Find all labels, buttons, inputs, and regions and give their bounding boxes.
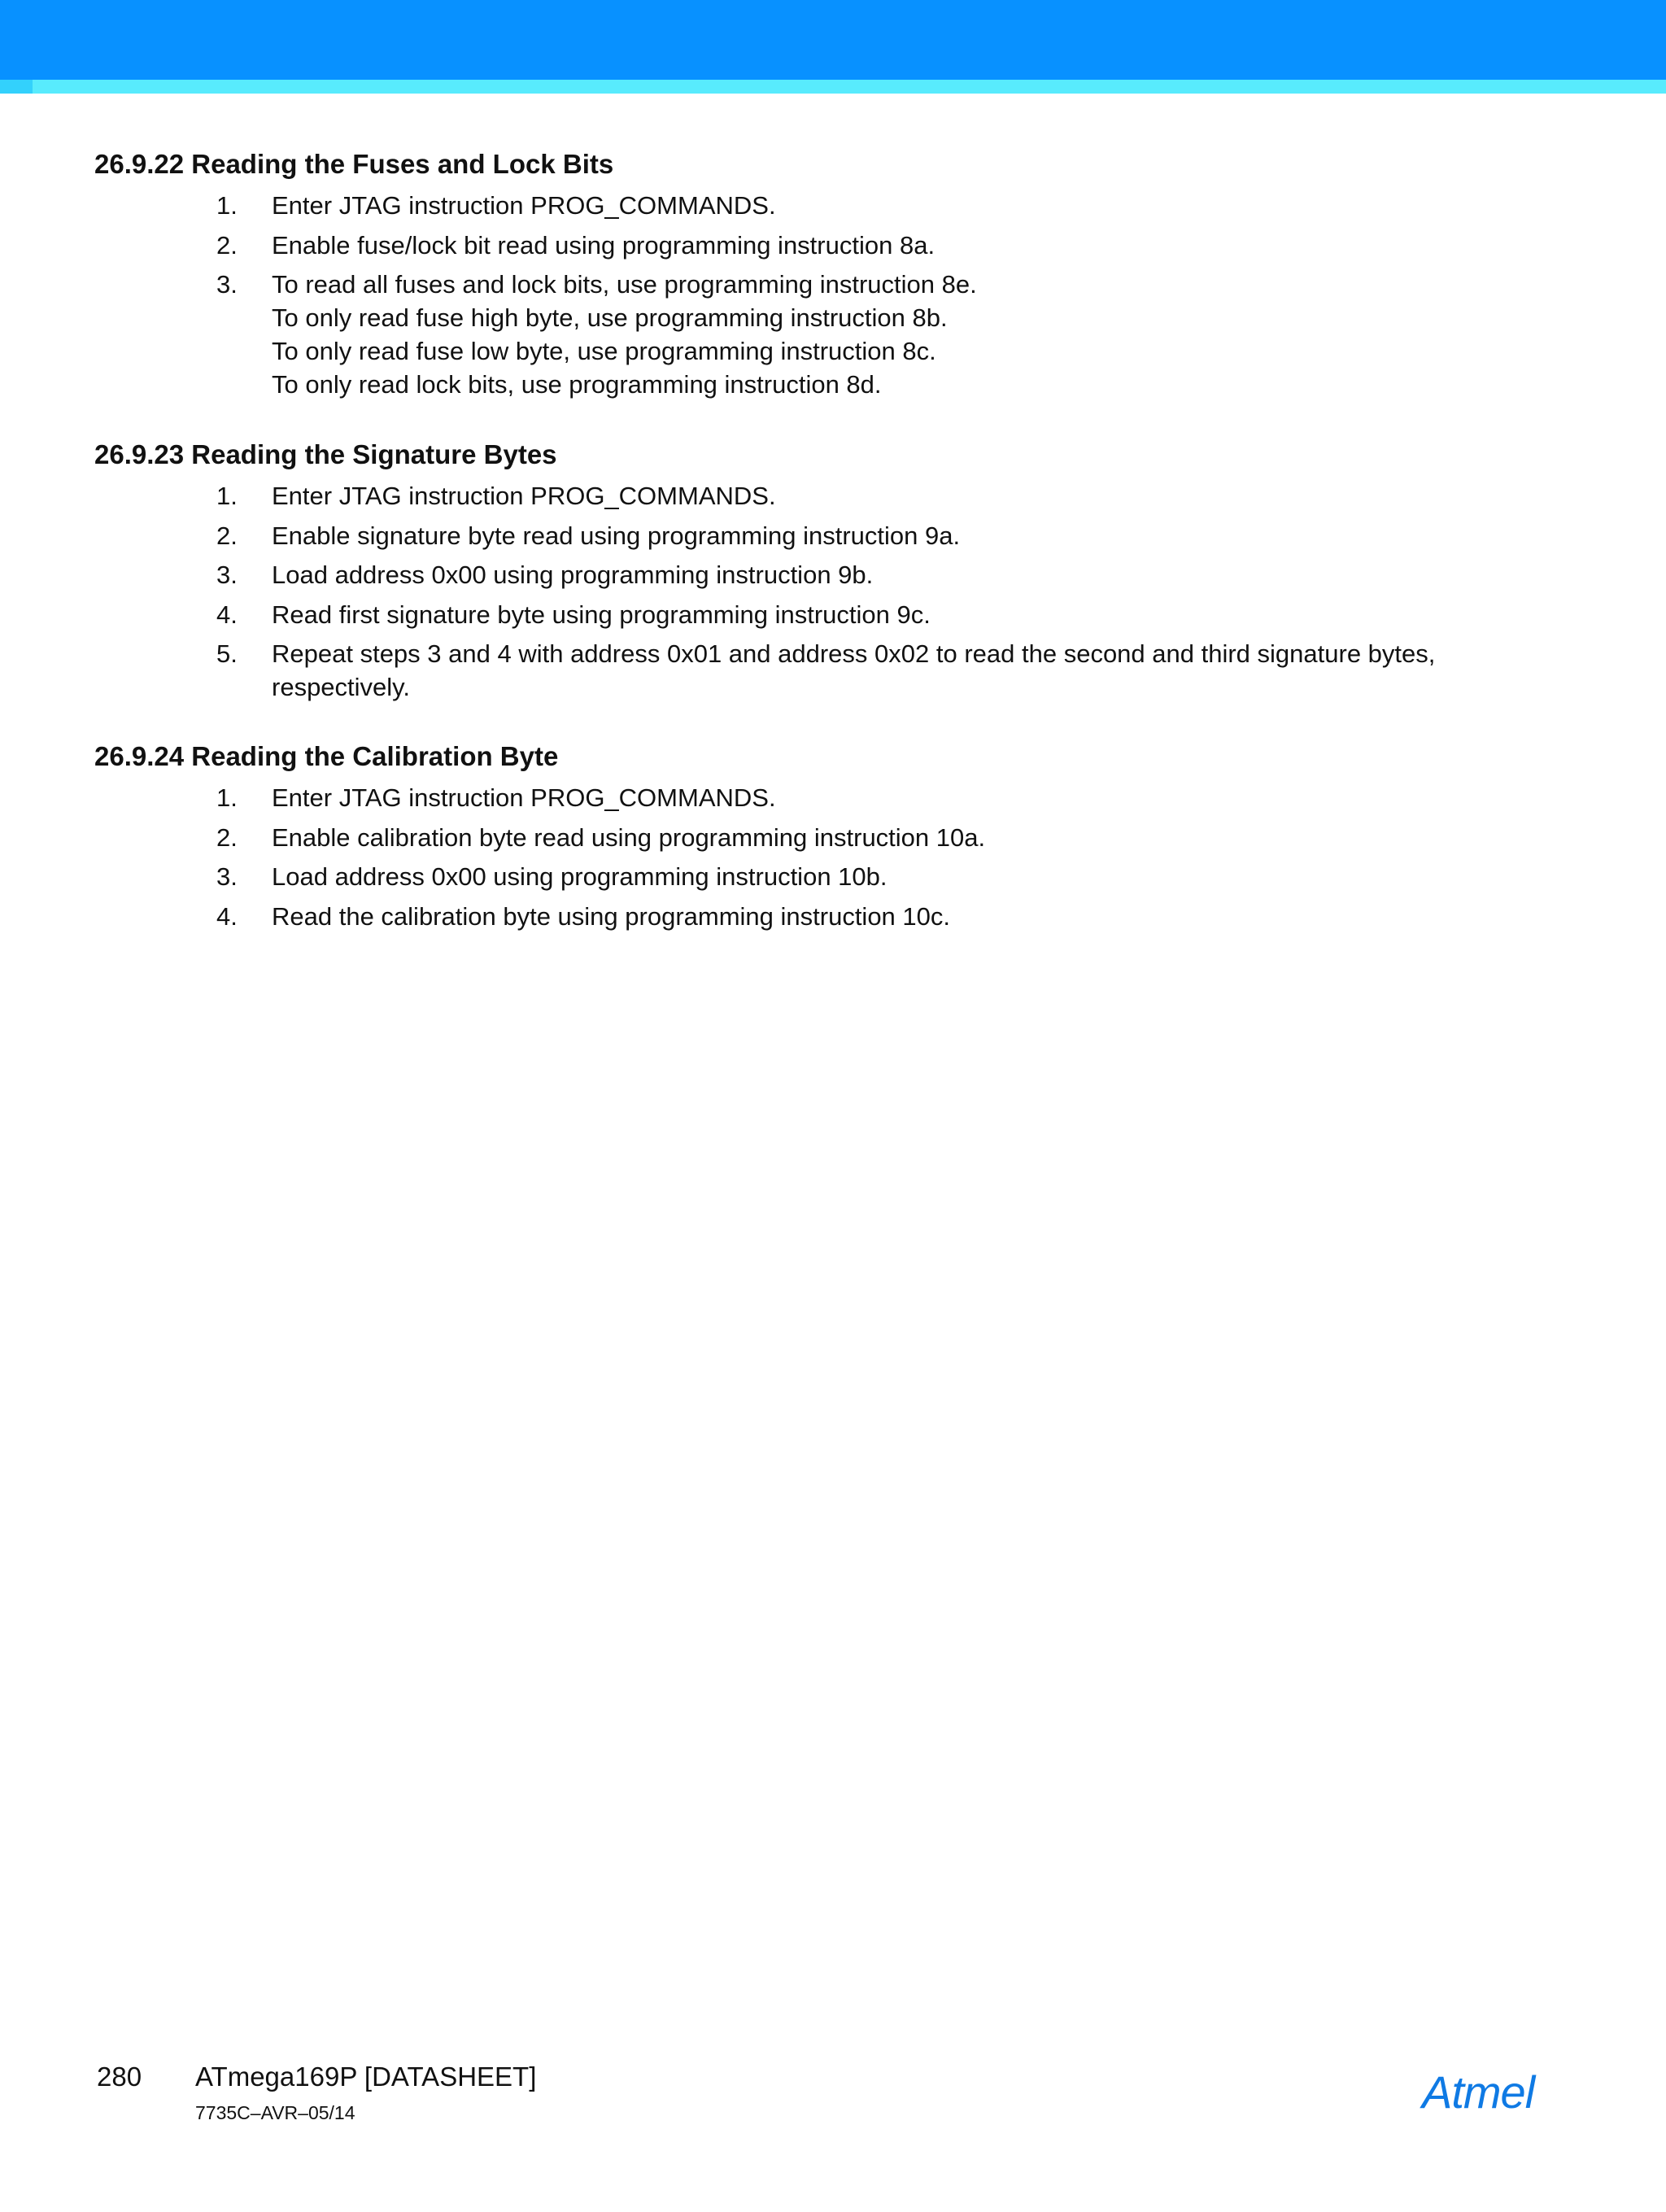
step-text: Read first signature byte using programming instruction 9c. (272, 600, 931, 629)
step-text: Enter JTAG instruction PROG_COMMANDS. (272, 191, 776, 220)
step-number: 1. (216, 191, 238, 220)
step-number: 4. (216, 901, 238, 931)
step-text: Enter JTAG instruction PROG_COMMANDS. (272, 482, 776, 510)
step-number: 1. (216, 482, 238, 510)
step-number: 4. (216, 600, 238, 629)
step-text: Enable fuse/lock bit read using programming instruction 8a. (272, 230, 935, 260)
step-number: 2. (216, 230, 238, 260)
step-continuation: respectively. (272, 673, 410, 701)
header-stripe-accent (0, 80, 33, 94)
header-band (0, 0, 1666, 80)
section-heading: 26.9.24 Reading the Calibration Byte (94, 741, 559, 771)
step-text: Enter JTAG instruction PROG_COMMANDS. (272, 783, 776, 812)
step-list (94, 781, 1575, 933)
header-stripe (0, 80, 1666, 94)
list-item (94, 637, 1575, 704)
list-item (94, 229, 1575, 262)
step-list (94, 479, 1575, 704)
section-reading-signature-bytes (94, 437, 1575, 710)
step-text: Read the calibration byte using programming instruction 10c. (272, 901, 951, 931)
section-reading-fuses-lock-bits (94, 146, 1575, 408)
list-item (94, 268, 1575, 401)
step-number: 2. (216, 521, 238, 550)
step-number: 3. (216, 270, 238, 299)
list-item (94, 781, 1575, 814)
list-item (94, 821, 1575, 854)
list-item (94, 860, 1575, 893)
step-text: Enable signature byte read using programming instruction 9a. (272, 521, 961, 550)
section-heading: 26.9.22 Reading the Fuses and Lock Bits (94, 149, 614, 179)
step-continuation: To only read lock bits, use programming instruction 8d. (272, 370, 882, 399)
step-text: Repeat steps 3 and 4 with address 0x01 and address 0x02 to read the second and third signature bytes, (272, 639, 1436, 668)
step-number: 2. (216, 822, 238, 852)
list-item (94, 519, 1575, 552)
step-continuation: To only read fuse low byte, use programming instruction 8c. (272, 337, 936, 365)
list-item (94, 479, 1575, 513)
list-item (94, 189, 1575, 222)
step-number: 3. (216, 862, 238, 891)
step-continuation: To only read fuse high byte, use programming instruction 8b. (272, 303, 948, 332)
list-item (94, 900, 1575, 933)
atmel-logo: Atmel (1422, 2066, 1535, 2118)
page-number: 280 (97, 2061, 142, 2092)
document-title: ATmega169P [DATASHEET] (195, 2061, 537, 2092)
step-text: Enable calibration byte read using programming instruction 10a. (272, 822, 986, 852)
step-text: Load address 0x00 using programming instruction 9b. (272, 561, 874, 589)
step-number: 3. (216, 561, 238, 589)
step-number: 5. (216, 639, 238, 668)
list-item (94, 598, 1575, 631)
section-heading: 26.9.23 Reading the Signature Bytes (94, 439, 557, 469)
section-reading-calibration-byte (94, 739, 1575, 939)
document-code: 7735C–AVR–05/14 (195, 2102, 355, 2123)
list-item (94, 558, 1575, 591)
step-number: 1. (216, 783, 238, 812)
step-text: Load address 0x00 using programming instruction 10b. (272, 862, 888, 891)
step-list (94, 189, 1575, 401)
step-text: To read all fuses and lock bits, use programming instruction 8e. (272, 270, 977, 299)
